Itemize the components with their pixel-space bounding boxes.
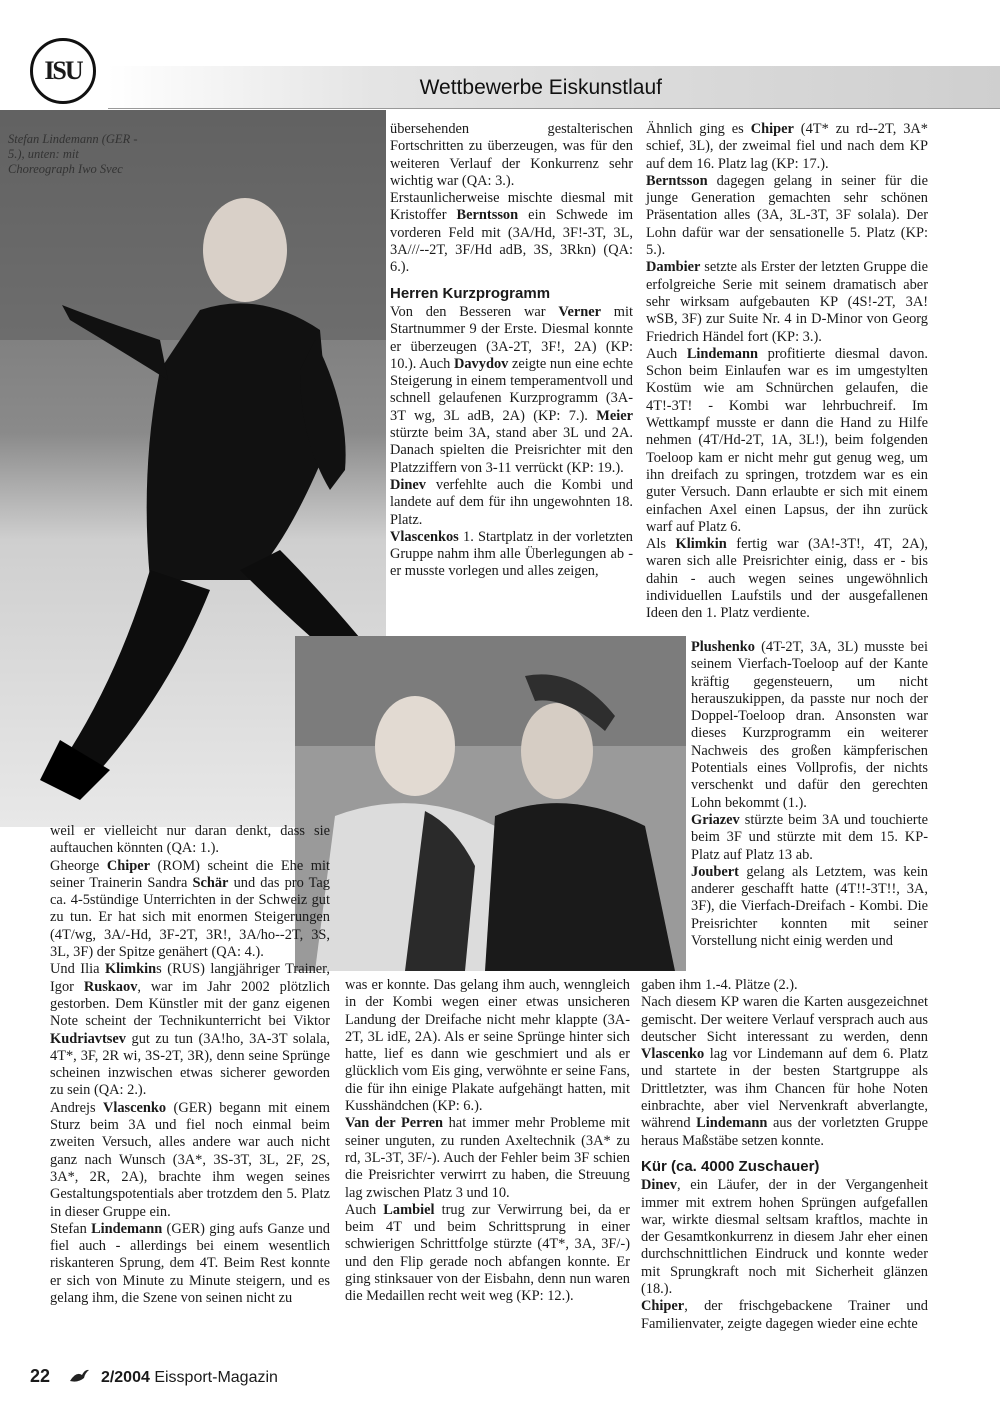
article-column-right-mid bbox=[691, 639, 928, 950]
coach-photo bbox=[295, 636, 686, 971]
magazine-name: Eissport-Magazin bbox=[154, 1369, 278, 1386]
photo-caption: Stefan Lindemann (GER - 5.), unten: mit Choreograph Iwo Svec bbox=[8, 132, 138, 176]
page-section-title: Wettbewerbe Eiskunstlauf bbox=[419, 76, 662, 99]
paragraph: Joubert gelang als Letztem, was kein anderer geschafft hatte (4T!!-3T!!, 3A, 3F), die Vierfach-Dreifach - Kombi. Die Preisrichter konnten mit seiner Vorstellung nicht einig werden und bbox=[691, 863, 928, 950]
header-divider bbox=[108, 108, 1000, 109]
article-column-right-bottom bbox=[641, 977, 928, 1333]
paragraph: Auch Lindemann profitierte diesmal davon. Schon beim Einlaufen war es im umgestylten Kostüm wie am Schnürchen gelaufen, die 4T!-3T! - Kombi war lehrbuchreif. Im Wettkampf musste er dann die Hand zu Hilfe nehmen (4T/Hd-2T, 1A, 3L!), beim folgenden Toeloop kam er nicht mehr gut genug weg, um ihn dreifach zu springen, trotzdem war es ein guter Versuch. Dann erlaubte er sich mit einem einfachen Axel einen Lapsus, der ihn zurück warf auf Platz 6. bbox=[646, 345, 928, 535]
isu-logo: ISU bbox=[30, 38, 96, 104]
article-column-left-bottom bbox=[50, 823, 330, 1307]
paragraph: Erstaunlicherweise mischte diesmal mit Kristoffer Berntsson ein Schwede im vorderen Feld mit (3A/Hd, 3F!-3T, 3L, 3A///--2T, 3F/Hd adB, 3S, 3Rkn) (QA: 6.). bbox=[390, 190, 634, 276]
paragraph: Griazev stürzte beim 3A und touchierte beim 3F und stürzte mit dem 15. KP-Platz auf Platz 13 ab. bbox=[691, 811, 928, 863]
paragraph: Als Klimkin fertig war (3A!-3T!, 4T, 2A), waren sich alle Preisrichter einig, dass er - bis dahin - auch wegen seines ungewöhnlich individuellen Laufstils und der ausgefallenen Ideen den 1. Platz verdiente. bbox=[646, 536, 929, 622]
paragraph: Van der Perren hat immer mehr Probleme mit seiner unguten, zu runden Axeltechnik (3A* zu rd, 3L-3T, 3F/-). Auch der Fehler beim 3F schien die Preisrichter verwirrt zu haben, die Streuung lag zwischen Platz 3 und 10. bbox=[345, 1115, 630, 1201]
paragraph: übersehenden gestalterischen Fortschritten zu überzeugen, was für den weiteren Verlauf der Konkurrenz sehr wichtig war (QA: 3.). bbox=[390, 121, 633, 189]
article-column-middle-bottom bbox=[345, 977, 630, 1306]
paragraph: Und Ilia Klimkins (RUS) langjähriger Trainer, Igor Ruskaov, war im Jahr 2002 plötzlich gestorben. Dem Künstler mit der ganz eigenen Note scheint der Technikunterricht bei Viktor Kudriavtsev gut zu tun (3A!ho, 3A-3T solala, 4T*, 3F, 2R wi, 3S-2T, 3R), denn seine Sprünge scheinen inzwischen etwas sicherer geworden zu sein (QA: 2.). bbox=[50, 961, 331, 1099]
page-number: 22 bbox=[30, 1366, 51, 1386]
section-heading-kuer: Kür (ca. 4000 Zuschauer) bbox=[641, 1157, 820, 1175]
paragraph: weil er vielleicht nur daran denkt, dass sie auftauchen könnten (QA: 1.). bbox=[50, 823, 330, 857]
paragraph: Auch Lambiel trug zur Verwirrung bei, da er beim 4T und beim Schrittsprung in einer schwierigen Schrittfolge stürzte (4T*, 3A, 3F/-) und den Flip gerade noch abfangen konnte. Er ging stinksauer von der Eisbahn, denn nun waren die Medaillen recht weit weg (KP: 12.). bbox=[345, 1201, 630, 1305]
paragraph: Dambier setzte als Erster der letzten Gruppe die erfolgreiche Serie mit seinem dramatisch aber sehr wirksam aufgebauten KP (4S!-2T, 3A! wSB, 3F) zur Suite Nr. 4 in D-Minor von Georg Friedrich Händel fort (KP: 3.). bbox=[646, 259, 928, 345]
paragraph: Plushenko (4T-2T, 3A, 3L) musste bei seinem Vierfach-Toeloop auf der Kante kräftig gegensteuern, um nicht herauszukippen, da passte nur noch der Doppel-Toeloop dran. Ansonsten war dieses Kurzprogramm ein weiterer Nachweis des großen kämpferischen Potentials eines Vollprofis, der nichts verschenkt und dafür den gerechten Lohn bekommt (1.). bbox=[691, 639, 928, 811]
paragraph: Vlascenkos 1. Startplatz in der vorletzten Gruppe nahm ihm alle Überlegungen ab - er musste vorlegen und alles zeigen, bbox=[390, 528, 633, 580]
paragraph: Chiper, der frischgebackene Trainer und Familienvater, zeigte dagegen wieder eine echte bbox=[641, 1298, 928, 1332]
paragraph: gaben ihm 1.-4. Plätze (2.). bbox=[641, 977, 798, 993]
paragraph: Gheorge Chiper (ROM) scheint die Ehe mit seiner Trainerin Sandra Schär und das pro Tag ca. 4-5stündige Unterrichten in der Schweiz gut zu tun. Er hat sich mit enormen Steigerungen (4T/wg, 3A/-Hd, 3F-2T, 3R!, 3A/ho--2T, 3S, 3L, 3F) der Spitze genähert (QA: 4.). bbox=[50, 857, 331, 961]
paragraph: Andrejs Vlascenko (GER) begann mit einem Sturz beim 3A und fiel noch einmal beim zweiten Versuch, alles andere war auch nicht ganz nach Wunsch (3A*, 3S-3T, 3L, 2F, 2S, 3A*, 2R, 2A), brachte ihm wegen seines Gestaltungspotentials aber trotzdem den 5. Platz in dieser Gruppe ein. bbox=[50, 1099, 330, 1220]
bird-logo-icon bbox=[68, 1367, 90, 1385]
paragraph: Stefan Lindemann (GER) ging aufs Ganze und fiel auch - allerdings bei einem wesentlich riskanteren Sprung, dem 4T. Beim Rest konnte er sich von Minute zu Minute steigern, und es gelang ihm, die Szene von seinen nicht zu bbox=[50, 1220, 330, 1307]
paragraph: Dinev, ein Läufer, der in der Vergangenheit immer mit extrem hohen Sprüngen aufgefallen war, wirkte diesmal seltsam kraftlos, machte in der Gesamtkonkurrenz in diesem Jahr eher einen durchschnittlichen Eindruck und konnte weder mit Sprungkraft noch mit Sicherheit glänzen (18.). bbox=[641, 1177, 928, 1298]
issue-number: 2/2004 bbox=[100, 1369, 150, 1386]
article-column-right-top bbox=[646, 121, 928, 623]
page-footer bbox=[30, 1366, 278, 1387]
section-heading-kurzprogramm: Herren Kurzprogramm bbox=[390, 284, 551, 302]
paragraph: Berntsson dagegen gelang in seiner für die junge Generation gemachten sehr schönen Präsentation alles (3A, 3L-3T, 3F solala). Der Lohn dafür war der sensationelle 5. Platz (KP: 5.). bbox=[646, 172, 928, 259]
paragraph: Ähnlich ging es Chiper (4T* zu rd--2T, 3A* schief, 3L), der zweimal fiel und nach dem KP auf dem 16. Platz lag (KP: 17.). bbox=[646, 121, 928, 172]
header-bar bbox=[108, 66, 1000, 108]
article-column-middle-top bbox=[390, 121, 633, 581]
paragraph: was er konnte. Das gelang ihm auch, wenngleich in der Kombi wegen einer etwas unsicheren Landung der Dreifache nicht mehr klappte (3A-2T, 3L idE, 2A). Als er seine Sprünge hinter sich hatte, lief es dann wie geschmiert und als er glücklich vom Eis ging, verwöhnte er seine Fans, die für ihn einige Plakate aufgehängt hatten, mit Kusshändchen (KP: 6.). bbox=[345, 977, 630, 1115]
paragraph: Dinev verfehlte auch die Kombi und landete auf dem für ihn ungewohnten 18. Platz. bbox=[390, 476, 633, 528]
paragraph: Nach diesem KP waren die Karten ausgezeichnet gemischt. Der weitere Verlauf versprach auch aus deutscher Sicht interessant zu werden, denn Vlascenko lag vor Lindemann auf dem 6. Platz und startete in der besten Startgruppe als Drittletzter, was ihm Chancen für hohe Noten einbrachte, aber viel Nervenkraft abverlangte, während Lindemann aus der vorletzten Gruppe heraus Maßstäbe setzen konnte. bbox=[641, 994, 928, 1149]
paragraph: Von den Besseren war Verner mit Startnummer 9 der Erste. Diesmal konnte er überzeugen (3A-2T, 3F!, 2A) (KP: 10.). Auch Davydov zeigte nun eine echte Steigerung in einem temperamentvoll und schnell gelaufenen Kurzprogramm (3A-3T wg, 3L adB, 2A) (KP: 7.). Meier stürzte beim 3A, stand aber 3L und 2A. Danach spielten die Preisrichter mit den Platzziffern von 3-11 verrückt (KP: 19.). bbox=[390, 303, 634, 476]
